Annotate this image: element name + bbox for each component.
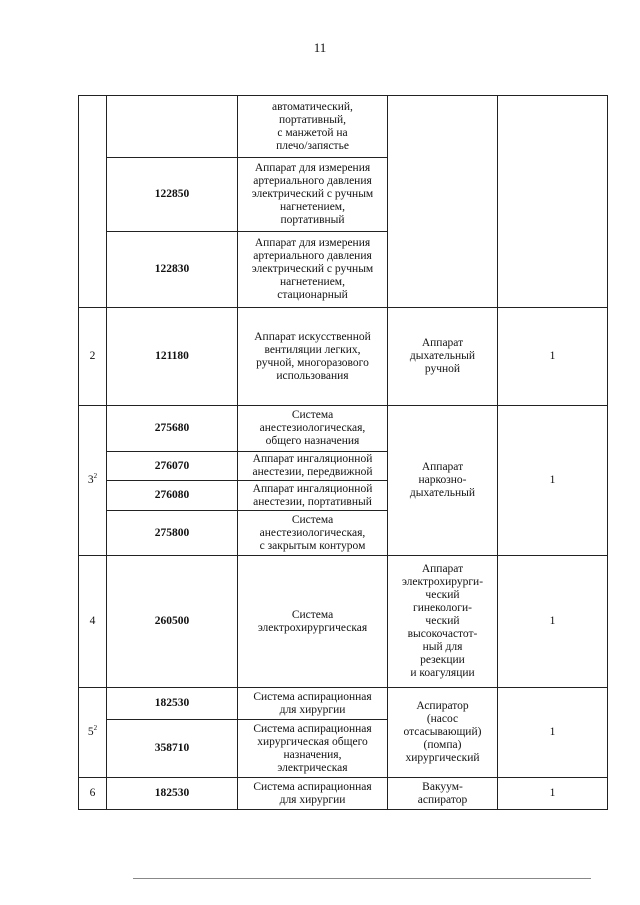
type-line: Аппарат <box>421 461 464 473</box>
row-number-cell: 6 <box>79 778 107 810</box>
row-number-cell <box>79 406 107 556</box>
name-line: с манжетой на <box>277 126 348 139</box>
name-cell <box>238 308 388 406</box>
type-line: Аппарат <box>421 563 464 575</box>
type-line: дыхательный <box>409 487 476 499</box>
type-line: высокочастот- <box>407 628 478 640</box>
page-number: 11 <box>313 40 327 55</box>
table-row <box>79 96 608 158</box>
table-row <box>79 688 608 720</box>
type-line: (насос <box>426 713 459 725</box>
name-line: анестезиологическая, <box>259 526 366 539</box>
type-cell <box>388 556 498 688</box>
code-cell: 276070 <box>107 452 238 481</box>
table-row <box>79 556 608 688</box>
equipment-table <box>78 95 608 810</box>
name-cell <box>238 556 388 688</box>
name-cell <box>238 688 388 720</box>
code-cell: 122830 <box>107 232 238 308</box>
name-cell <box>238 452 388 481</box>
quantity-cell: 1 <box>498 308 608 406</box>
name-line: ручной, многоразового <box>256 356 369 369</box>
code-cell: 275800 <box>107 511 238 556</box>
name-line: портативный, <box>279 113 346 126</box>
row-number-cell: 4 <box>79 556 107 688</box>
quantity-cell <box>498 96 608 308</box>
name-line: анестезии, передвижной <box>252 466 373 478</box>
name-line: плечо/запястье <box>276 139 349 152</box>
name-line: общего назначения <box>265 435 360 447</box>
name-cell <box>238 720 388 778</box>
name-line: Система аспирационная <box>253 722 372 735</box>
code-cell: 121180 <box>107 308 238 406</box>
type-line: резекции <box>420 654 465 666</box>
code-cell: 182530 <box>107 688 238 720</box>
type-line: аспиратор <box>417 793 468 806</box>
code-cell <box>107 96 238 158</box>
code-cell: 275680 <box>107 406 238 452</box>
row-number-cell: 2 <box>79 308 107 406</box>
type-line: Аспиратор <box>416 700 469 712</box>
type-line: гинекологи- <box>413 602 472 614</box>
row-number-superscript: 2 <box>93 724 98 733</box>
quantity-cell: 1 <box>498 406 608 556</box>
code-cell: 182530 <box>107 778 238 810</box>
code-cell: 358710 <box>107 720 238 778</box>
type-line: ный для <box>422 641 463 653</box>
name-cell <box>238 96 388 158</box>
name-line: использования <box>276 369 349 382</box>
type-line: (помпа) <box>423 739 462 751</box>
name-line: автоматический, <box>272 100 353 113</box>
type-line: Аппарат <box>421 337 464 349</box>
name-line: Аппарат для измерения <box>254 237 371 249</box>
name-line: электрохирургическая <box>257 621 368 634</box>
name-line: нагнетением, <box>280 201 345 213</box>
name-line: электрический с ручным <box>251 263 374 275</box>
code-cell: 260500 <box>107 556 238 688</box>
name-line: Система <box>291 409 334 421</box>
code-cell: 122850 <box>107 158 238 232</box>
name-line: артериального давления <box>253 175 372 187</box>
name-line: электрическая <box>277 761 348 774</box>
name-cell <box>238 406 388 452</box>
type-line: наркозно- <box>418 474 467 486</box>
quantity-cell: 1 <box>498 778 608 810</box>
name-line: анестезии, портативный <box>253 495 372 508</box>
name-cell <box>238 232 388 308</box>
type-line: ческий <box>425 589 460 601</box>
name-line: для хирургии <box>279 793 346 806</box>
type-cell <box>388 308 498 406</box>
name-line: хирургическая общего <box>257 735 368 748</box>
row-number-cell <box>79 96 107 308</box>
table-row <box>79 406 608 452</box>
type-line: Вакуум- <box>422 780 463 793</box>
name-line: назначения, <box>283 748 342 761</box>
name-line: Система аспирационная <box>253 780 372 793</box>
name-line: Аппарат для измерения <box>254 162 371 174</box>
table-row <box>79 308 608 406</box>
name-line: Аппарат ингаляционной <box>252 453 373 465</box>
name-line: Аппарат искусственной <box>254 330 371 343</box>
row-number: 5 <box>87 726 94 738</box>
row-number: 3 <box>87 474 94 486</box>
code-cell: 276080 <box>107 481 238 511</box>
type-line: хирургический <box>405 752 480 764</box>
name-line: вентиляции легких, <box>264 343 361 356</box>
row-number-superscript: 2 <box>93 472 98 481</box>
name-line: артериального давления <box>253 250 372 262</box>
name-line: Аппарат ингаляционной <box>252 482 373 495</box>
name-line: с закрытым контуром <box>259 539 366 552</box>
quantity-cell: 1 <box>498 688 608 778</box>
name-line: Система <box>291 513 334 526</box>
quantity-cell: 1 <box>498 556 608 688</box>
name-line: нагнетением, <box>280 276 345 288</box>
type-line: и коагуляции <box>410 667 475 679</box>
table-row <box>79 778 608 810</box>
name-cell <box>238 511 388 556</box>
name-cell <box>238 158 388 232</box>
type-cell <box>388 688 498 778</box>
name-cell <box>238 778 388 810</box>
name-line: портативный <box>280 214 345 226</box>
name-cell <box>238 481 388 511</box>
type-line: ручной <box>424 363 461 375</box>
type-cell <box>388 96 498 308</box>
scan-edge-line <box>133 878 591 879</box>
type-line: дыхательный <box>409 350 476 362</box>
name-line: для хирургии <box>279 703 346 716</box>
type-cell <box>388 406 498 556</box>
name-line: Система аспирационная <box>253 690 372 703</box>
name-line: стационарный <box>277 289 348 301</box>
type-line: электрохирурги- <box>401 576 484 588</box>
name-line: анестезиологическая, <box>259 422 366 434</box>
row-number-cell <box>79 688 107 778</box>
name-line: Система <box>291 608 334 621</box>
name-line: электрический с ручным <box>251 188 374 200</box>
type-cell <box>388 778 498 810</box>
type-line: отсасывающий) <box>403 726 482 738</box>
type-line: ческий <box>425 615 460 627</box>
